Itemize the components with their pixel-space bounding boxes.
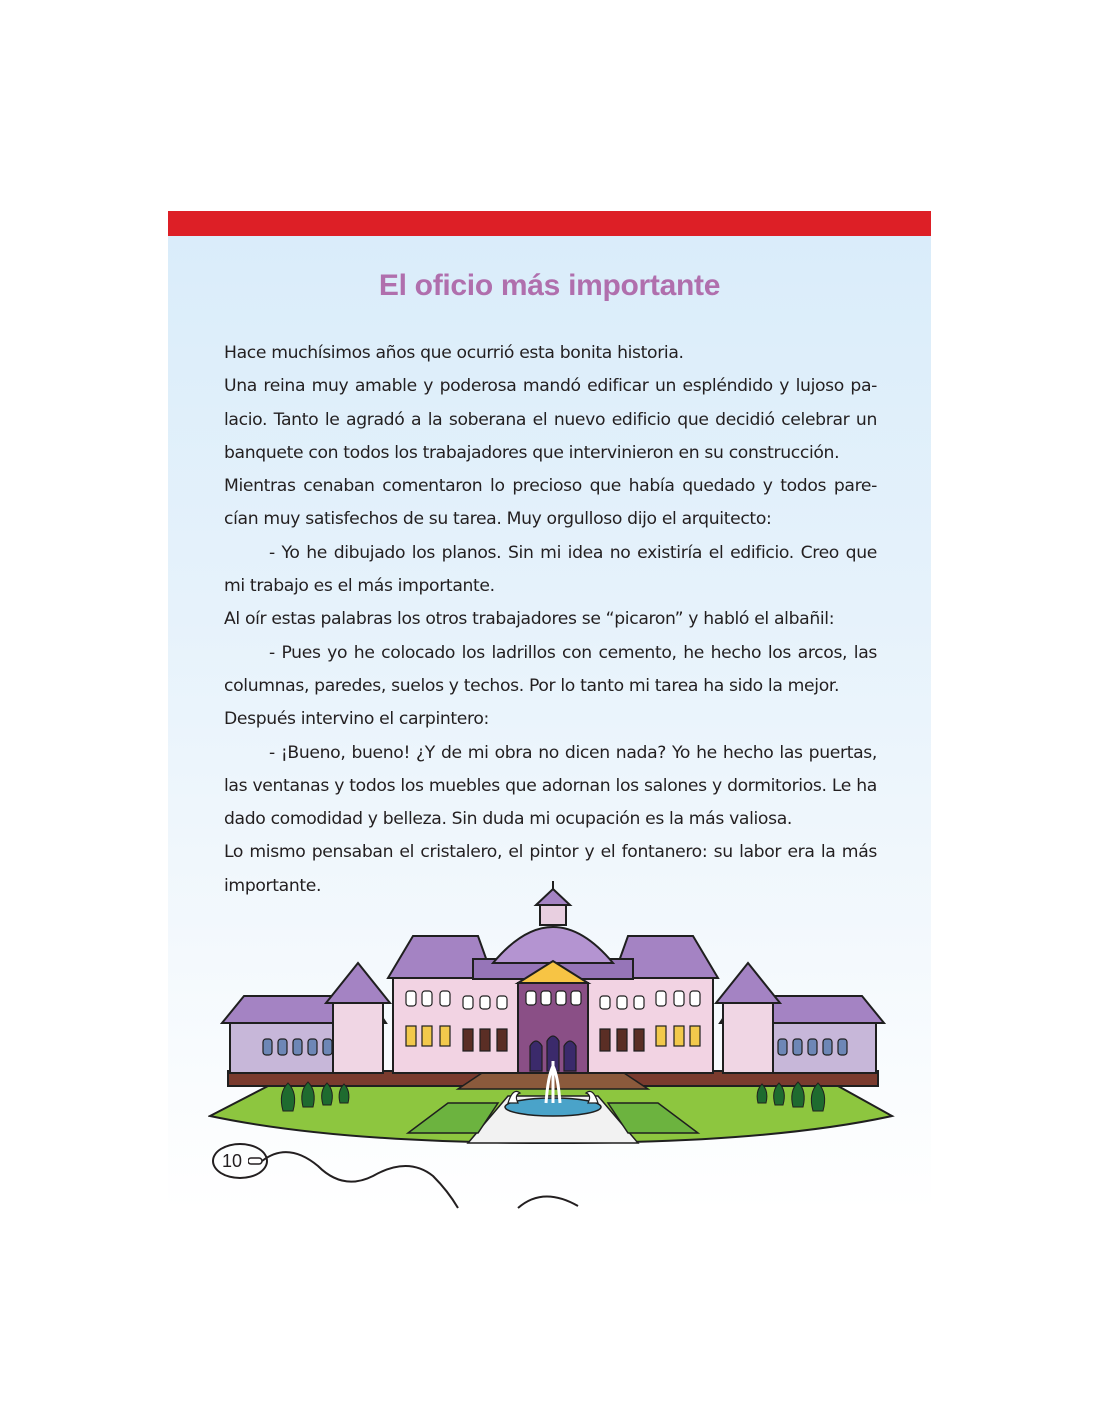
paragraph-2: Una reina muy amable y poderosa mandó edificar un espléndido y lujoso pa-lacio. Tanto le agradó a la soberana el nuevo edificio que decidió celebrar un banquete con todos los trabajadores que intervinieron en su construcción. xyxy=(224,376,877,463)
paragraph-1: Hace muchísimos años que ocurrió esta bonita historia. xyxy=(224,343,684,363)
mouse-cord-icon xyxy=(248,1146,588,1211)
paragraph-6: - Pues yo he colocado los ladrillos con cemento, he hecho los arcos, las columnas, paredes, suelos y techos. Por lo tanto mi tarea ha sido la mejor. xyxy=(224,642,877,696)
left-tower-roof xyxy=(326,963,390,1003)
page-title: El oficio más importante xyxy=(378,269,721,302)
cupola xyxy=(540,903,566,925)
right-tower-roof xyxy=(716,963,780,1003)
book-page xyxy=(168,211,931,1211)
story-text xyxy=(224,337,877,903)
palace-illustration xyxy=(208,881,898,1161)
paragraph-3: Mientras cenaban comentaron lo precioso que había quedado y todos pare-cían muy satisfechos de su tarea. Muy orgulloso dijo el arquitecto: xyxy=(224,476,877,530)
page-number: 10 xyxy=(222,1151,243,1171)
dome xyxy=(493,927,613,963)
right-tower xyxy=(723,1001,773,1073)
paragraph-8: - ¡Bueno, bueno! ¿Y de mi obra no dicen nada? Yo he hecho las puertas, las ventanas y todos los muebles que adornan los salones y dormitorios. Le ha dado comodidad y belleza. Sin duda mi ocupación es la más valiosa. xyxy=(224,742,877,830)
paragraph-9: Lo mismo pensaban el cristalero, el pintor y el fontanero: su labor era la más importante. xyxy=(224,842,877,896)
paragraph-7: Después intervino el carpintero: xyxy=(224,709,489,730)
paragraph-5: Al oír estas palabras los otros trabajadores se “picaron” y habló el albañil: xyxy=(224,609,835,630)
top-red-bar xyxy=(168,211,931,236)
left-tower xyxy=(333,1001,383,1073)
cupola-roof xyxy=(536,889,570,905)
paragraph-4: - Yo he dibujado los planos. Sin mi idea no existiría el edificio. Creo que mi trabajo es el más importante. xyxy=(224,542,877,597)
